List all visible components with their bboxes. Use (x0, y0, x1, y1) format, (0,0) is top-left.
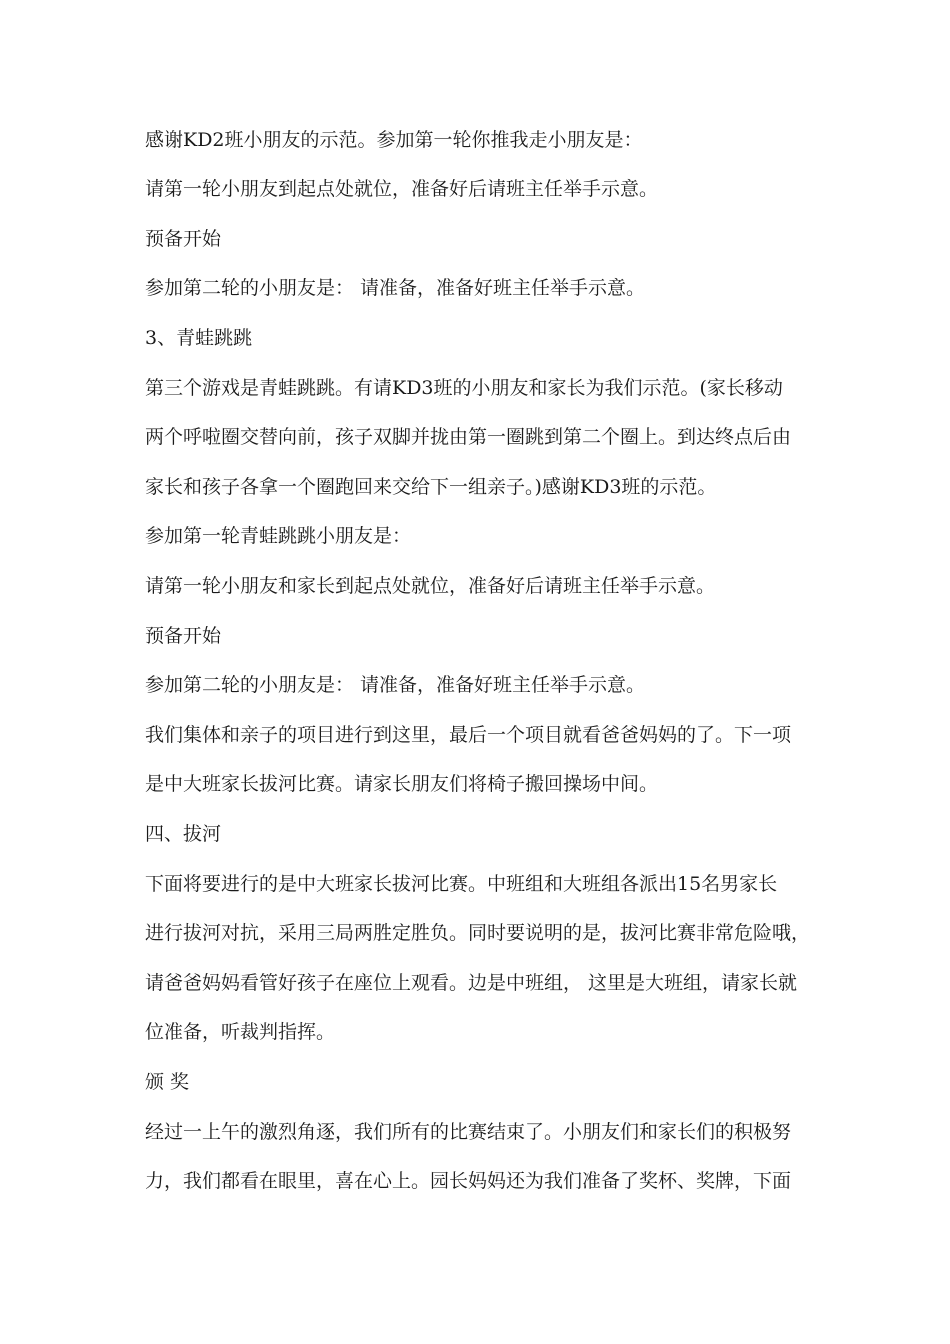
text-line: 参加第一轮青蛙跳跳小朋友是： (145, 525, 412, 547)
text-line: 参加第二轮的小朋友是： 请准备，准备好班主任举手示意。 (145, 277, 646, 299)
text-line: 力，我们都看在眼里，喜在心上。园长妈妈还为我们准备了奖杯、奖牌，下面 (145, 1170, 792, 1192)
text-line: 请第一轮小朋友和家长到起点处就位，准备好后请班主任举手示意。 (145, 575, 716, 597)
text-line: 两个呼啦圈交替向前，孩子双脚并拢由第一圈跳到第二个圈上。到达终点后由 (145, 426, 792, 448)
text-line: 位准备，听裁判指挥。 (145, 1021, 336, 1043)
text-line: 预备开始 (145, 228, 222, 250)
text-line: 感谢KD2班小朋友的示范。参加第一轮你推我走小朋友是： (145, 129, 643, 151)
text-line: 是中大班家长拔河比赛。请家长朋友们将椅子搬回操场中间。 (145, 773, 659, 795)
text-line: 第三个游戏是青蛙跳跳。有请KD3班的小朋友和家长为我们示范。(家长移动 (145, 377, 783, 399)
text-line: 请第一轮小朋友到起点处就位，准备好后请班主任举手示意。 (145, 178, 659, 200)
text-line: 经过一上午的激烈角逐，我们所有的比赛结束了。小朋友们和家长们的积极努 (145, 1121, 792, 1143)
text-line: 家长和孩子各拿一个圈跑回来交给下一组亲子。)感谢KD3班的示范。 (145, 476, 717, 498)
text-line: 预备开始 (145, 625, 222, 647)
text-line: 四、拔河 (145, 823, 222, 845)
text-line: 进行拔河对抗，采用三局两胜定胜负。同时要说明的是，拔河比赛非常危险哦， (145, 922, 811, 944)
text-line: 下面将要进行的是中大班家长拔河比赛。中班组和大班组各派出15名男家长 (145, 873, 778, 895)
text-line: 我们集体和亲子的项目进行到这里，最后一个项目就看爸爸妈妈的了。下一项 (145, 724, 792, 746)
text-line: 3、青蛙跳跳 (145, 327, 253, 349)
text-line: 颁 奖 (145, 1071, 190, 1093)
text-line: 请爸爸妈妈看管好孩子在座位上观看。边是中班组， 这里是大班组，请家长就 (145, 972, 798, 994)
text-line: 参加第二轮的小朋友是： 请准备，准备好班主任举手示意。 (145, 674, 646, 696)
